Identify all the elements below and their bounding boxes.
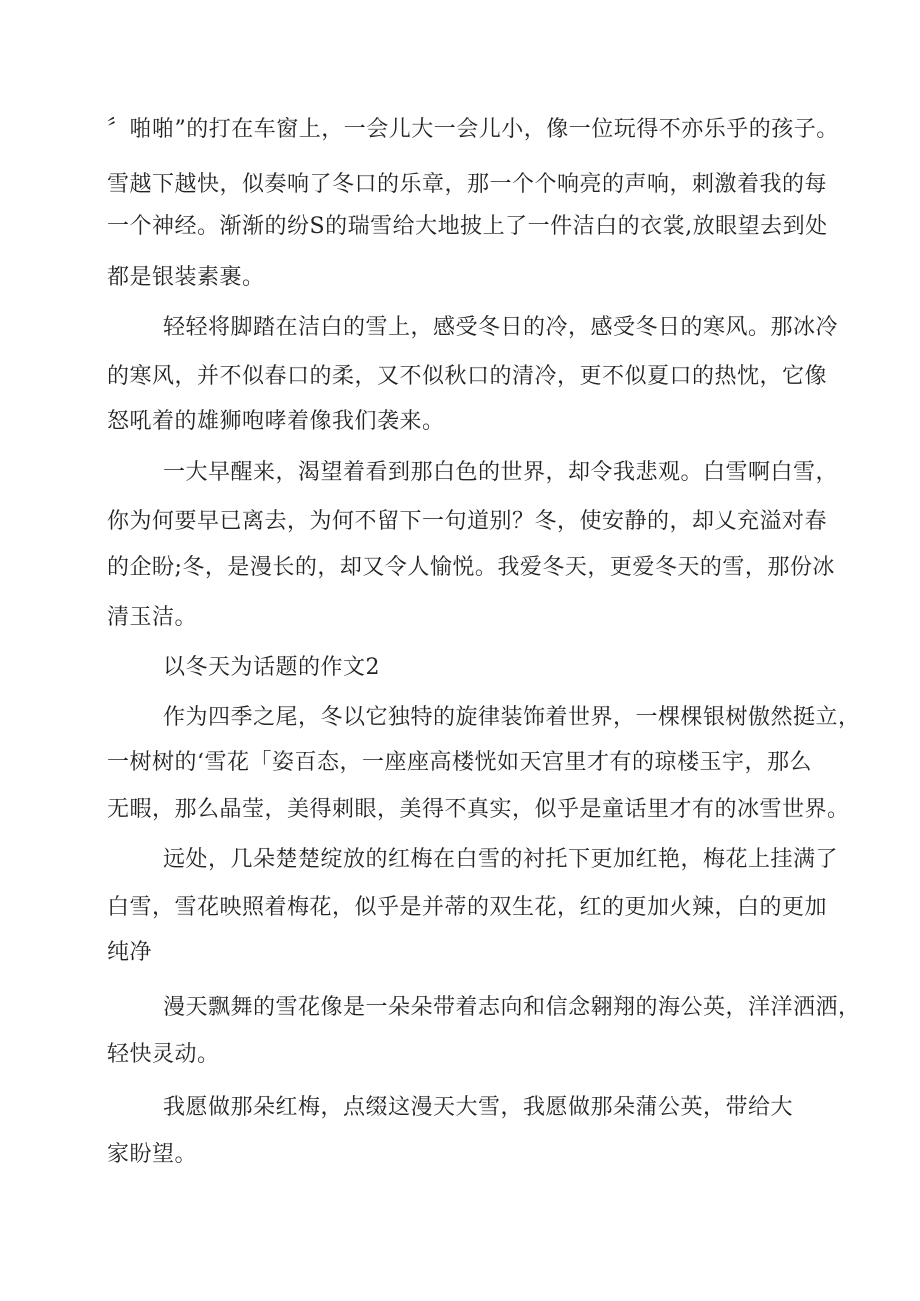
text-line: 家盼望。 [107, 1142, 198, 1167]
text-line: 我愿做那朵红梅，点缀这漫天大雪，我愿做那朵蒲公英，带给大 [163, 1095, 794, 1120]
text-line: 白雪，雪花映照着梅花，似乎是并蒂的双生花，红的更加火辣，白的更加 [107, 895, 828, 920]
section-title: 以冬天为话题的作文2 [163, 655, 380, 680]
text-line: 清玉洁。 [107, 605, 198, 630]
text-line: 一树树的‘雪花「姿百态，一座座高楼恍如天宫里才有的琼楼玉宇，那么 [107, 750, 812, 775]
text-line: 雪越下越快，似奏响了冬口的乐章，那一个个响亮的声响，刺激着我的每 [107, 172, 828, 197]
text-line: 作为四季之尾，冬以它独特的旋律装饰着世界，一棵棵银树傲然挺立， [163, 705, 861, 730]
text-line: 的企盼;冬，是漫长的，却又令人愉悦。我爱冬天，更爱冬天的雪，那份冰 [107, 555, 835, 580]
text-line: 的寒风，并不似春口的柔，又不似秋口的清冷，更不似夏口的热忱，它像 [107, 364, 828, 389]
text-line: 一个神经。渐渐的纷S的瑞雪给大地披上了一件洁白的衣裳,放眼望去到处 [107, 214, 828, 239]
text-line: 无暇，那么晶莹，美得刺眼，美得不真实，似乎是童话里才有的冰雪世界。 [107, 797, 850, 822]
text-line: 漫天飘舞的雪花像是一朵朵带着志向和信念翱翔的海公英，洋洋洒洒， [163, 995, 861, 1020]
text-line: 都是银装素裹。 [107, 265, 265, 290]
text-line: 一大早醒来，渴望着看到那白色的世界，却令我悲观。白雪啊白雪， [163, 460, 839, 485]
text-line: 轻快灵动。 [107, 1042, 220, 1067]
text-line: 怒吼着的雄狮咆哮着像我们袭来。 [107, 409, 445, 434]
text-line: 纯净 [107, 940, 153, 965]
text-line: 远处，几朵楚楚绽放的红梅在白雪的衬托下更加红艳，梅花上挂满了 [163, 847, 839, 872]
text-line: 你为何要早已离去，为何不留下一句道别？冬，使安静的，却乂充溢对春 [107, 509, 828, 534]
text-line: 〞啪啪”的打在车窗上，一会儿大一会儿小，像一位玩得不亦乐乎的孩子。 [107, 117, 839, 142]
text-line: 轻轻将脚踏在洁白的雪上，感受冬日的冷，感受冬日的寒风。那冰冷 [163, 315, 839, 340]
